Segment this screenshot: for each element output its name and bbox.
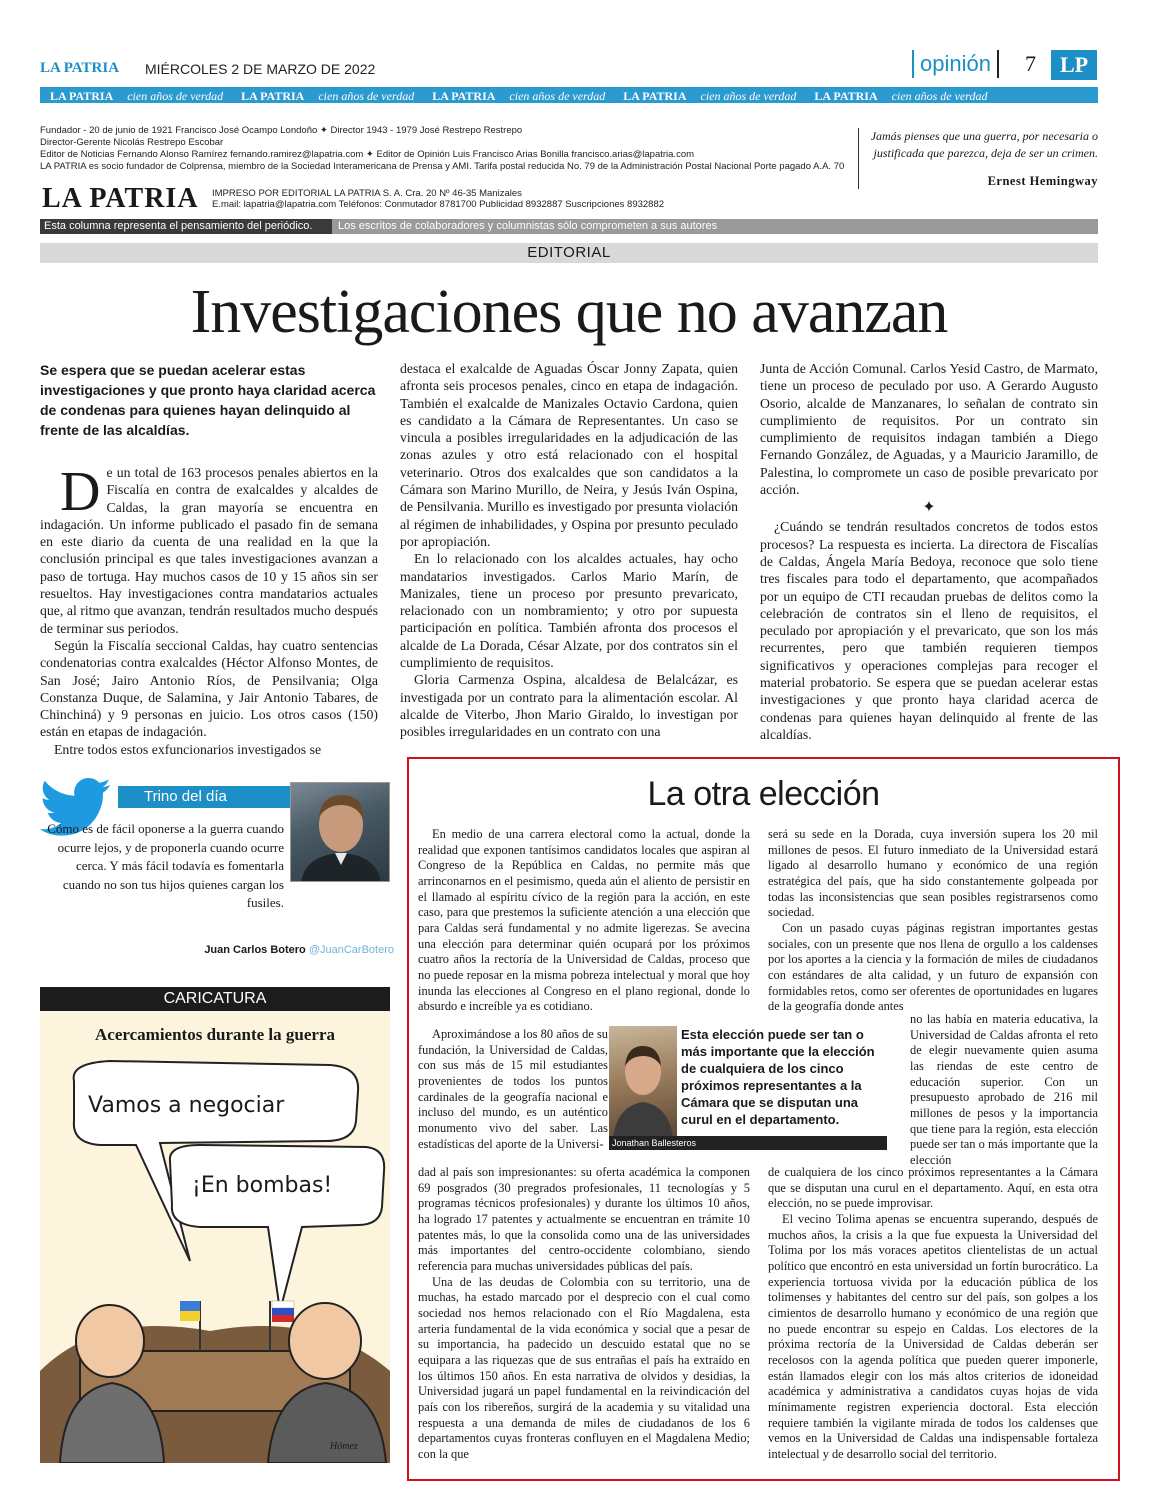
editorial-paragraph: Según la Fiscalía seccional Caldas, hay cuatro sentencias condenatorias contra exalcaldes (Héctor Alfonso Montes, de San José; Jairo Antonio Ríos, de Pensilvania; Olga Constanza Duque, de Salamina, y Jair Antonio Tabares, de Chinchiná) y 9 personas en juicio. Los otros casos (150) están en etapas de indagación. bbox=[40, 637, 378, 740]
masthead-line: LA PATRIA es socio fundador de Colprensa, miembro de la Sociedad Interamericana de Prensa y AMI. Tarifa postal reducida No. 79 de la Administración Postal Nacional Porte pagado A.A. 70 bbox=[40, 161, 845, 172]
band-brand: LA PATRIA bbox=[50, 89, 114, 103]
caricature-cartoon bbox=[40, 1011, 390, 1463]
band-slogan: cien años de verdad bbox=[891, 89, 988, 103]
author-portrait bbox=[609, 1026, 677, 1138]
tweet-handle: @JuanCarBotero bbox=[308, 944, 394, 956]
editorial-column-2 bbox=[400, 360, 738, 755]
drop-cap: D bbox=[60, 461, 101, 523]
page-number: 7 bbox=[1025, 51, 1036, 76]
editorial-lead: Se espera que se puedan acelerar estas investigaciones y que pronto haya claridad acerca de condenas para quienes hayan delinquido al frente de las alcaldías. bbox=[40, 362, 376, 438]
article-paragraph: El vecino Tolima apenas se encuentra superando, después de muchos años, la crisis a la que fue expuesta la Universidad del Tolima por los más voraces apetitos clientelistas de un actual político que encontró en esta universidad un fortín burocrático. La experiencia tortuosa vivida por la educación pública de los tolimenses y habitantes del centro sur del país, son golpes a los cimientos de desarrollo humano y económico de una región que no puede encontrar su espejo en Caldas. Los electores de la próxima rectoría de la Universidad de Caldas deberán ser recelosos con la agenda política que pueden querer imponerle, están llamados elegir con los más altos criterios de idoneidad académica y administrativa a candidatos cuyas hojas de vida mínimamente registren experiencia doctoral. Esta elección requiere también la vigilante mirada de todos los caldenses que vemos en la Universidad de Caldas una indispensable fortaleza intelectual y de desarrollo social del territorio. bbox=[768, 1211, 1098, 1461]
section-label: opinión bbox=[912, 50, 999, 78]
editorial-paragraph: ¿Cuándo se tendrán resultados concretos de todos estos procesos? La respuesta es incierta. La directora de Fiscalías de Caldas, Ángela María Bedoya, reconoce que solo tiene tres fiscales para todo el departamento, que acompañados por un equipo de CTI recaudan pruebas de delitos como la celebración de contratos sin el lleno de requisitos, el peculado por apropiación y el prevaricato, que son los más recurrentes, pero que también requieren tiempos significativos y operaciones complejas para recoger el material probatorio. Se espera que se puedan acelerar estas investigaciones y que pronto haya claridad acerca de condenas para quienes hayan delinquido al frente de las alcaldías. bbox=[760, 519, 1098, 742]
brand-name: LA PATRIA bbox=[40, 60, 120, 76]
cartoon-drawing bbox=[40, 1011, 390, 1463]
band-brand: LA PATRIA bbox=[814, 89, 878, 103]
caricature-section-bar: CARICATURA bbox=[40, 987, 390, 1011]
article-paragraph: Una de las deudas de Colombia con su territorio, una de muchas, ha estado marcado por el desprecio con el cual como sociedad nos hemos relacionado con el Río Magdalena, esta arteria fundamental de la vida económica y social que a pesar de su importancia, ha padecido un descuido estatal que no se equipara a las riquezas que de sus entrañas el país ha extraído en los últimos 150 años. En esta narrativa de olvidos y desidias, la Universidad jugará un papel fundamental en la reivindicación del país con los ribereños, surgirá de la academia y su vitalidad una respuesta a una demanda de miles de ciudadanos de los 6 departamentos cuyas fronteras confluyen en el Magdalena Medio; con la que bbox=[418, 1274, 750, 1461]
band-brand: LA PATRIA bbox=[623, 89, 687, 103]
editorial-paragraph: Entre todos estos exfuncionarios investigados se bbox=[54, 741, 322, 757]
editorial-column-1 bbox=[40, 360, 378, 758]
quote-box bbox=[858, 128, 1098, 189]
tweet-text: Cómo es de fácil oponerse a la guerra cuando ocurre lejos, y de proponerla cuando ocurre cerca. Y más fácil todavía es fomentarla cuando no son tus hijos quienes cargan los fusiles. bbox=[47, 821, 284, 910]
speech-bubble-1: Vamos a negociar bbox=[88, 1093, 285, 1118]
article-column-2-bottom bbox=[768, 1165, 1098, 1462]
tweet-label: Trino del día bbox=[118, 786, 296, 808]
tweet-of-the-day bbox=[40, 778, 396, 974]
editorial-headline: Investigaciones que no avanzan bbox=[190, 278, 948, 346]
diamond-separator: ✦ bbox=[922, 499, 936, 517]
issue-date: MIÉRCOLES 2 DE MARZO DE 2022 bbox=[145, 61, 376, 77]
article-paragraph: dad al país son impresionantes: su oferta académica la componen 69 posgrados (30 pregrados profesionales, 11 tecnologías y 5 programas técnicos profesionales) y durante los últimos 10 años, ha logrado 17 patentes y actualmente se encuentran en trámite 10 patentes más, lo que la consolida como una de las universidades más importantes del centro-occidente colombiano, siendo referencia para muchas universidades públicas del país. bbox=[418, 1165, 750, 1273]
masthead-line: Editor de Noticias Fernando Alonso Ramírez fernando.ramirez@lapatria.com ✦ Editor de Opinión Luis Francisco Arias Bonilla francisco.arias@lapatria.com bbox=[40, 149, 695, 160]
masthead-credits bbox=[40, 125, 845, 173]
speech-bubble-2: ¡En bombas! bbox=[192, 1173, 333, 1198]
article-column-1-top bbox=[418, 827, 750, 1015]
article-title: La otra elección bbox=[647, 775, 880, 813]
quote-author: Ernest Hemingway bbox=[987, 174, 1098, 188]
editorial-paragraph: En lo relacionado con los alcaldes actuales, hay ocho mandatarios investigados. Carlos Mario Marín, de Manizales, tiene un proceso por presunto prevaricato, relacionado con un nombramiento; y otro por supuesta participación en política. También afronta dos procesos el alcalde de La Dorada, César Alzate, por dos contratos sin el cumplimiento de requisitos. bbox=[400, 551, 738, 671]
newspaper-wordmark: LA PATRIA bbox=[42, 183, 199, 214]
band-slogan: cien años de verdad bbox=[127, 89, 224, 103]
band-slogan: cien años de verdad bbox=[509, 89, 606, 103]
band-brand: LA PATRIA bbox=[432, 89, 496, 103]
band-brand: LA PATRIA bbox=[241, 89, 305, 103]
article-column-1-bottom bbox=[418, 1165, 750, 1462]
paragraph-text: e un total de 163 procesos penales abiertos en la Fiscalía en contra de exalcaldes y alcaldes de Caldas, la gran mayoría se encuentra en indagación. Un informe publicado el pasado fin de semana en este diario da cuenta de una realidad en la que la conclusión principal es que tales investigaciones avanzan a paso de tortuga. Hay muchos casos de 10 y 15 años sin ser resueltos. Hay investigaciones contra mandatarios actuales que, al ritmo que avanzan, tendrán resultados mucho después de terminar sus periodos. bbox=[40, 465, 378, 636]
columnist-photo bbox=[290, 782, 390, 882]
editorial-paragraph: destaca el exalcalde de Aguadas Óscar Jonny Zapata, quien afronta seis procesos penales, cinco en etapa de indagación. También el exalcalde de Manizales Octavio Cardona, quien es candidato a la Cámara de Representantes. Un caso se vincula a posibles irregularidades en la adjudicación de las zonas azules y otro está relacionado con el hospital veterinario. Otros dos exalcaldes que son candidatos a la Cámara son Marino Murillo, de Neira, y Jesús Iván Ospina, de Pensilvania. Murillo es investigado por presunta violación al régimen de inhabilidades, y Ospina por presunto peculado por apropiación. bbox=[400, 361, 738, 549]
notice-opinion: Esta columna representa el pensamiento del periódico. bbox=[40, 219, 332, 234]
article-paragraph: no las había en materia educativa, la Universidad de Caldas afronta el reto de elegir nuevamente quien asuma las riendas de este centro de educación superior. Con un presupuesto aprobado de 216 mil millones de pesos y la importancia que tiene para la región, esta elección puede ser tan o más importante que la elección bbox=[910, 1012, 1098, 1167]
editorial-paragraph: Junta de Acción Comunal. Carlos Yesid Castro, de Marmato, tiene un proceso de peculado por uso. A Gerardo Augusto Osorio, alcalde de Manzanares, lo señalan de contrato sin cumplimiento de requisitos. Por un contrato sin cumplimiento de requisitos indagan también a Diego Fernando González, de Aguadas, y a Mauricio Jaramillo, de Palestina, lo compromete un caso de posible prevaricato por acción. bbox=[760, 361, 1098, 498]
article-column-2-top bbox=[768, 827, 1098, 1015]
cartoonist-signature: Hómez bbox=[330, 1441, 358, 1452]
printer-line: E.mail: lapatria@lapatria.com Teléfonos: Conmutador 8781700 Publicidad 8932887 Suscripciones 8932882 bbox=[212, 199, 665, 210]
portrait-illustration bbox=[291, 783, 390, 882]
cartoon-title: Acercamientos durante la guerra bbox=[95, 1025, 335, 1044]
author-photo bbox=[609, 1026, 677, 1138]
printer-line: IMPRESO POR EDITORIAL LA PATRIA S. A. Cra. 20 Nº 46-35 Manizales bbox=[212, 188, 522, 199]
editorial-paragraph: Gloria Carmenza Ospina, alcaldesa de Belalcázar, es investigada por un contrato para la alimentación escolar. Al alcalde de Viterbo, Jhon Mario Giraldo, lo investigan por posibles irregularidades en un contrato con una bbox=[400, 672, 738, 740]
article-column-2-wrap bbox=[910, 1012, 1098, 1169]
masthead-line: Fundador - 20 de junio de 1921 Francisco José Ocampo Londoño ✦ Director 1943 - 1979 José Restrepo Restrepo bbox=[40, 125, 523, 136]
author-caption: Jonathan Ballesteros bbox=[609, 1136, 887, 1150]
printer-info bbox=[212, 188, 664, 210]
article-paragraph: Aproximándose a los 80 años de su fundación, la Universidad de Caldas, con sus más de 15 mil estudiantes provenientes de todos los puntos cardinales de la geografía nacional e incluso del mundo, es un auténtico monumento vivo del saber. Las estadísticas del aporte de la Universi- bbox=[418, 1027, 608, 1151]
quote-text: Jamás pienses que una guerra, por necesaria o justificada que parezca, deja de ser un crimen. bbox=[870, 129, 1098, 160]
band-slogan: cien años de verdad bbox=[318, 89, 415, 103]
editorial-section-bar: EDITORIAL bbox=[40, 243, 1098, 263]
notice-disclaimer: Los escritos de colaboradores y columnistas sólo comprometen a sus autores bbox=[332, 219, 1098, 234]
article-paragraph: Con un pasado cuyas páginas registran importantes gestas sociales, con un presente que nos llena de orgullo a los caldenses por los aportes a la ciencia y la formación de miles de ciudadanos con estándares de alta calidad, y un futuro de expansión con formidables retos, como ser oferentes de oportunidades en lugares de la geografía donde antes bbox=[768, 920, 1098, 1014]
editorial-paragraph bbox=[40, 461, 378, 637]
pullquote-box bbox=[609, 1026, 889, 1150]
tweet-author-name: Juan Carlos Botero bbox=[204, 944, 306, 956]
band-slogan: cien años de verdad bbox=[700, 89, 797, 103]
article-column-1-wrap bbox=[418, 1027, 608, 1152]
slogan-band bbox=[40, 87, 1098, 103]
article-paragraph: En medio de una carrera electoral como la actual, donde la realidad que exponen tantísimos candidatos locales que aspiran al Congreso de la República en Caldas, no permite más que arrinconarnos en el pesimismo, queda aún el aliento de persistir en el llamado al espíritu cívico de la región para la acción, en este caso, para que prestemos la suficiente atención a una elección que para Caldas será fundamental y no admite ligerezas. Se avecina una elección para determinar quién ocupará por los próximos cuatro años la rectoría de la Universidad de Caldas, proceso que no puede reposar en la misma pobreza intelectual y moral que hoy inunda las elecciones al Congreso en el plano regional, donde lo absurdo e increíble ya es cotidiano. bbox=[418, 827, 750, 1014]
lp-logo: LP bbox=[1051, 50, 1097, 80]
editorial-column-3 bbox=[760, 360, 1098, 743]
tweet-author bbox=[40, 944, 394, 956]
article-paragraph: será su sede en la Dorada, cuya inversión supera los 20 mil millones de pesos. El futuro inmediato de la Universidad estará ligado al desarrollo humano y económico de una región estratégica del país, que ha sido constantemente golpeada por todas las inconsistencias que sean posibles registrarsenos como sociedad. bbox=[768, 827, 1098, 920]
pullquote-text: Esta elección puede ser tan o más importante que la elección de cualquiera de los cinco próximos representantes a la Cámara que se disputan una curul en el departamento. bbox=[681, 1027, 875, 1127]
article-paragraph: de cualquiera de los cinco próximos representantes a la Cámara que se disputan una curul en el departamento. Aquí, en esta otra elección, no se puede improvisar. bbox=[768, 1165, 1098, 1211]
masthead-line: Director-Gerente Nicolás Restrepo Escobar bbox=[40, 137, 224, 148]
